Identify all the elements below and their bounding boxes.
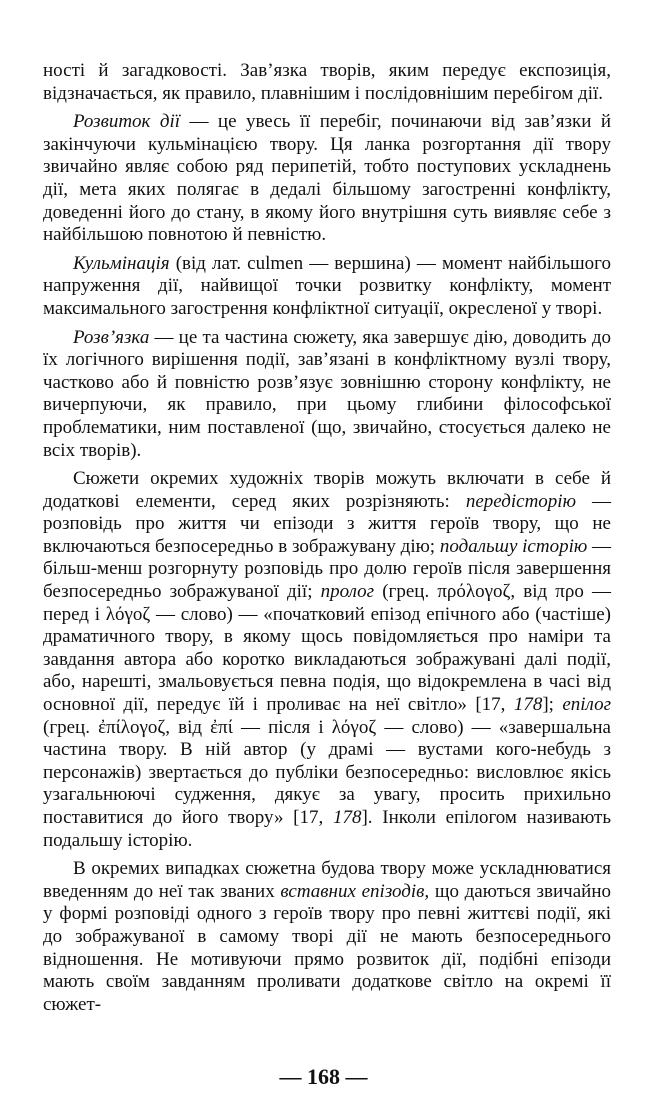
text-run: (грец. πρόλογοζ, від πρo — перед і λόγοζ — слово) — «початковий епізод епічного або (частіше) драматичного твору, в якому щось повідомляється про наміри та завдання автора або коротко викладаються зображувані далі події, або, нарешті, змальовується певна подія, що відокремлена в часі від основної дії, передує їй і проливає на неї світло» [17, bbox=[43, 581, 612, 716]
paragraph bbox=[43, 60, 611, 105]
text-run: ності й загадковості. Зав’язка творів, яким передує експозиція, відзначається, як правило, плавнішим і послідовнішим перебігом дії. bbox=[43, 60, 611, 104]
term-italic: передісторію bbox=[465, 490, 576, 512]
paragraph bbox=[43, 858, 611, 1016]
body-text bbox=[43, 60, 611, 1016]
text-run: ]. Інколи епілогом називають подальшу історію. bbox=[43, 807, 611, 851]
text-run: Сюжети окремих художніх творів можуть включати в себе й додаткові елементи, серед яких розрізняють: bbox=[43, 468, 611, 512]
text-run: — більш-менш розгорнуту розповідь про долю героїв після завершення безпосередньо зображуваної дії; bbox=[43, 535, 612, 603]
term-italic: Кульмінація bbox=[73, 252, 170, 274]
paragraph bbox=[43, 327, 611, 463]
paragraph bbox=[43, 111, 611, 247]
term-italic: Розв’язка bbox=[73, 326, 150, 348]
text-run: — це та частина сюжету, яка завершує дію, доводить до їх логічного вирішення події, зав’язані в конфліктному вузлі твору, частково або й повністю розв’язує зовнішню сторону конфлікту, не вичерпуючи, як правило, при цьому глибини філософської проблематики, ним поставленої (що, звичайно, стосується далеко не всіх творів). bbox=[43, 326, 611, 461]
term-italic: 178 bbox=[332, 807, 362, 828]
term-italic: вставних епізодів, bbox=[280, 880, 430, 902]
term-italic: Розвиток дії bbox=[73, 111, 181, 133]
text-run: ]; bbox=[542, 694, 563, 716]
text-run: що даються звичайно у формі розповіді одного з героїв твору про певні життєві події, які до зображуваної в самому творі дії не мають безпосереднього відношення. Не мотивуючи прямо розвиток дії, подібні епізоди мають своїм завданням проливати додаткове світло на окремі її сюжет- bbox=[43, 880, 611, 1015]
text-run: — розповідь про життя чи епізоди з життя героїв твору, що не включаються безпосередньо в зображувану дію; bbox=[43, 490, 612, 557]
text-run: (від лат. culmen — вершина) — момент найбільшого напруження дії, найвищої точки розвитку конфлікту, момент максимального загострення конфліктної ситуації, окресленої у творі. bbox=[43, 252, 611, 319]
paragraph bbox=[43, 468, 611, 852]
page-number: — 168 — bbox=[279, 1064, 368, 1089]
term-italic: епілог bbox=[562, 694, 611, 716]
text-run: — це увесь її перебіг, починаючи від зав’язки й закінчуючи кульмінацією твору. Ця ланка розгортання дії твору звичайно являє собою ряд перипетій, тобто поступових ускладнень дії, мета яких полягає в дедалі більшому загостренні конфлікту, доведенні його до стану, в якому його внутрішня суть виявляє себе з найбільшою повнотою й певністю. bbox=[43, 111, 611, 246]
text-run: В окремих випадках сюжетна будова твору може ускладнюватися введенням до неї так званих bbox=[43, 858, 611, 902]
term-italic: 178 bbox=[513, 694, 543, 716]
text-run: (грец. ἐπίλογοζ, від ἐπί — після і λόγοζ — слово) — «завершальна частина твору. В ній автор (у драмі — вустами кого-небудь з персонажів) звертається до публіки безпосередньо: висловлює якісь узагальнюючі судження, дякує за увагу, просить прихильно поставитися до його твору» [17, bbox=[43, 716, 611, 828]
paragraph bbox=[43, 253, 611, 321]
term-italic: пролог bbox=[320, 581, 375, 603]
term-italic: подальшу історію bbox=[439, 535, 588, 557]
